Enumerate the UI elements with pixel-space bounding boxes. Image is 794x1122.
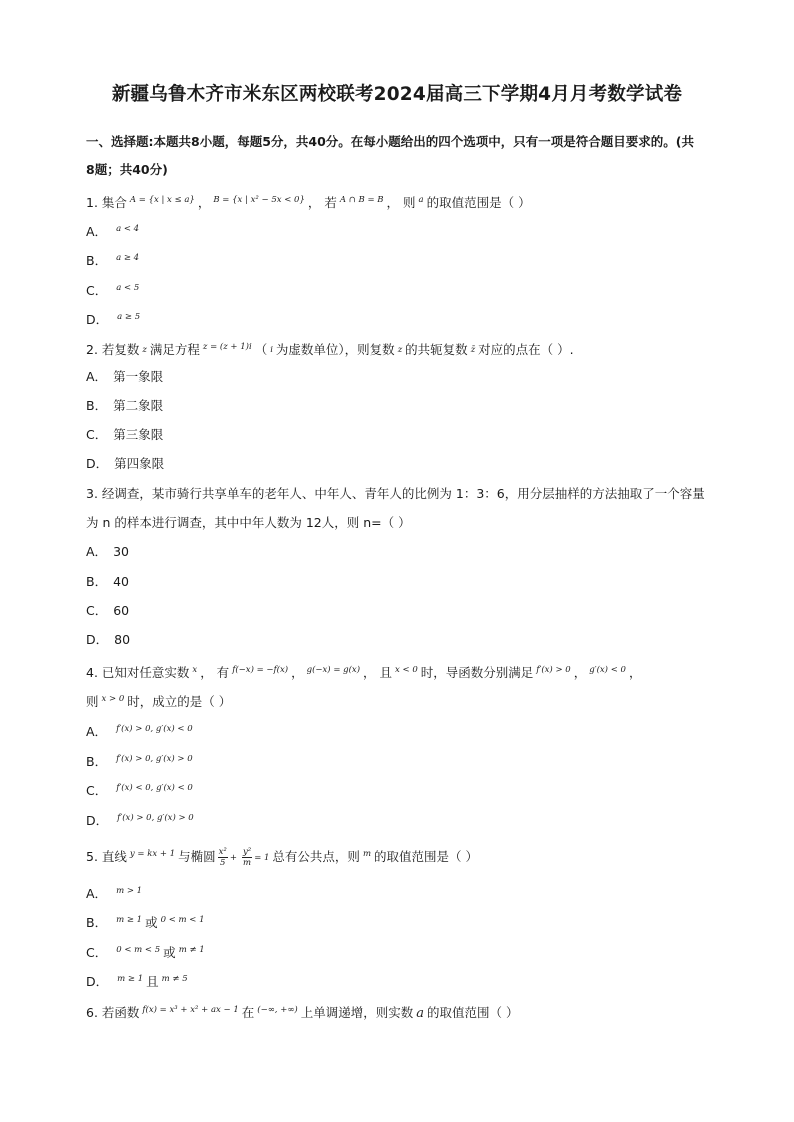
option-connector: 且	[146, 974, 159, 989]
q2-var: z	[142, 345, 147, 355]
option-math: m ≠ 5	[161, 974, 188, 984]
q2-var: z	[397, 345, 403, 355]
question-5	[86, 846, 478, 868]
option-math: m ≥ 1	[116, 915, 143, 925]
q5-var: m	[362, 849, 371, 859]
q6-text: 的取值范围（ ）	[427, 1005, 519, 1020]
option-math: f′(x) > 0, g′(x) > 0	[116, 754, 193, 764]
section-heading-line1: 一、选择题:本题共8小题，每题5分，共40分。在每小题给出的四个选项中，只有一项是符合题目要求的。(共	[86, 134, 695, 149]
frac-denominator: m	[243, 858, 252, 868]
option-text: 第三象限	[113, 427, 164, 442]
option-math: a ≥ 4	[116, 253, 140, 263]
q1-set-b: B = {x | x² − 5x < 0}	[213, 195, 305, 205]
option-label: A．	[86, 544, 108, 559]
q2-text: 满足方程	[149, 342, 200, 357]
option-label: B．	[86, 253, 108, 268]
q5-option-d[interactable]	[86, 971, 191, 990]
option-connector: 或	[163, 945, 176, 960]
q6-text: 上单调递增，则实数	[300, 1005, 414, 1020]
q1-tail: 的取值范围是（ ）	[426, 195, 531, 210]
q5-text: 总有公共点，则	[272, 849, 360, 864]
q2-text: （	[254, 342, 268, 357]
q5-text: 的取值范围是（ ）	[374, 849, 478, 864]
frac-numerator: x²	[218, 847, 227, 857]
q1-sep: ， 若	[307, 195, 337, 210]
option-text: 40	[113, 574, 129, 589]
option-label: B．	[86, 915, 108, 930]
q5-plus: +	[229, 852, 237, 863]
q6-var: a	[416, 1006, 425, 1021]
q5-frac-y	[242, 847, 252, 868]
q4-number: 4. 已知对任意实数	[86, 665, 190, 680]
q6-number: 6. 若函数	[86, 1005, 140, 1020]
q4-text: ，	[291, 665, 304, 680]
question-4-line2	[86, 691, 231, 710]
question-3-line1: 3. 经调查，某市骑行共享单车的老年人、中年人、青年人的比例为 1：3：6，用分层抽样的方法抽取了一个容量	[86, 486, 705, 501]
option-label: B．	[86, 398, 108, 413]
option-label: D．	[86, 456, 109, 471]
question-2	[86, 339, 574, 358]
option-label: A．	[86, 369, 108, 384]
option-math: a < 5	[116, 283, 140, 293]
q4-odd-cond: f(−x) = −f(x)	[232, 665, 289, 675]
q4-gprime-cond: g′(x) < 0	[589, 665, 626, 675]
q4-option-a[interactable]	[86, 721, 196, 740]
q2-option-d[interactable]	[86, 456, 164, 472]
q4-even-cond: g(−x) = g(x)	[306, 665, 361, 675]
option-connector: 或	[145, 915, 158, 930]
q6-interval: (−∞, +∞)	[257, 1005, 298, 1015]
q2-option-b[interactable]	[86, 398, 163, 414]
q6-text: 在	[241, 1005, 255, 1020]
q3-option-d[interactable]	[86, 632, 130, 648]
option-math: 0 < m < 1	[160, 915, 205, 925]
frac-numerator: y²	[242, 847, 252, 857]
question-1	[86, 192, 531, 211]
q4-option-b[interactable]	[86, 751, 196, 770]
q5-frac-x	[218, 847, 228, 868]
q5-option-a[interactable]	[86, 883, 145, 902]
q2-option-c[interactable]	[86, 427, 163, 443]
q5-text: 与椭圆	[178, 849, 216, 864]
q5-option-c[interactable]	[86, 942, 208, 961]
q4-text: ， 有	[200, 665, 230, 680]
q2-text: 对应的点在（ ）.	[478, 342, 574, 357]
q1-option-d[interactable]	[86, 309, 143, 328]
option-label: D．	[86, 974, 109, 989]
q1-var: a	[418, 195, 424, 205]
option-text: 第二象限	[113, 398, 164, 413]
q4-var: x	[192, 665, 198, 675]
q2-number: 2. 若复数	[86, 342, 140, 357]
q4-text: 则	[86, 694, 99, 709]
option-label: C．	[86, 603, 108, 618]
exam-title: 新疆乌鲁木齐市米东区两校联考2024届高三下学期4月月考数学试卷	[111, 84, 683, 105]
q4-text: 时，成立的是（ ）	[127, 694, 232, 709]
section-heading-line2: 8题；共40分)	[86, 162, 168, 177]
q1-option-b[interactable]	[86, 250, 142, 269]
q1-option-c[interactable]	[86, 280, 142, 299]
q1-sep: ， 则	[386, 195, 416, 210]
option-text: 30	[113, 544, 129, 559]
q5-number: 5. 直线	[86, 849, 127, 864]
q2-conjugate: z̄	[470, 345, 476, 355]
q1-option-a[interactable]	[86, 221, 142, 240]
q2-option-a[interactable]	[86, 369, 163, 385]
q2-text: 的共轭复数	[405, 342, 468, 357]
q5-option-b[interactable]	[86, 912, 208, 931]
q4-domain-cond: x < 0	[395, 665, 418, 675]
q4-fprime-cond: f′(x) > 0	[536, 665, 571, 675]
q3-option-a[interactable]	[86, 544, 129, 560]
q6-function: f(x) = x³ + x² + ax − 1	[142, 1005, 239, 1015]
q4-text: ， 且	[363, 665, 392, 680]
option-label: C．	[86, 427, 108, 442]
q1-sep: ，	[197, 195, 211, 210]
option-label: B．	[86, 754, 108, 769]
option-math: f′(x) < 0, g′(x) < 0	[116, 783, 193, 793]
q5-line-eq: y = kx + 1	[129, 849, 176, 859]
q4-option-d[interactable]	[86, 810, 197, 829]
question-3-line2: 为 n 的样本进行调查，其中中年人数为 12人，则 n=（ ）	[86, 515, 411, 530]
q3-option-b[interactable]	[86, 574, 129, 590]
q5-equals: = 1	[254, 852, 270, 863]
q4-text: ，	[573, 665, 587, 680]
option-text: 80	[114, 632, 131, 647]
option-label: D．	[86, 632, 109, 647]
q1-number: 1. 集合	[86, 195, 127, 210]
option-text: 60	[113, 603, 130, 618]
option-label: D．	[86, 312, 109, 327]
option-label: C．	[86, 283, 108, 298]
q1-condition: A ∩ B = B	[339, 195, 384, 205]
option-math: m > 1	[116, 886, 143, 896]
option-math: m ≥ 1	[117, 974, 144, 984]
q4-text: ，	[628, 665, 642, 680]
option-math: 0 < m < 5	[116, 945, 161, 955]
option-math: a < 4	[116, 224, 140, 234]
q4-domain-cond-2: x > 0	[101, 694, 125, 704]
q2-text: 为虚数单位），则复数	[275, 342, 395, 357]
q4-text: 时，导函数分别满足	[420, 665, 534, 680]
option-math: f′(x) > 0, g′(x) < 0	[116, 724, 193, 734]
option-math: a ≥ 5	[117, 312, 141, 322]
frac-denominator: 5	[220, 858, 226, 868]
q4-option-c[interactable]	[86, 780, 196, 799]
option-label: C．	[86, 945, 108, 960]
option-label: C．	[86, 783, 108, 798]
question-6	[86, 1002, 519, 1022]
option-label: D．	[86, 813, 109, 828]
q2-equation: z = (z + 1)i	[202, 342, 252, 352]
option-label: A．	[86, 224, 108, 239]
option-label: A．	[86, 724, 108, 739]
q3-option-c[interactable]	[86, 603, 129, 619]
question-4	[86, 662, 641, 681]
option-label: A．	[86, 886, 108, 901]
option-text: 第一象限	[113, 369, 164, 384]
option-label: B．	[86, 574, 108, 589]
q1-set-a: A = {x | x ≤ a}	[129, 195, 195, 205]
option-math: m ≠ 1	[178, 945, 205, 955]
option-math: f′(x) > 0, g′(x) > 0	[117, 813, 194, 823]
option-text: 第四象限	[114, 456, 165, 471]
q2-imag-unit: i	[270, 345, 273, 355]
